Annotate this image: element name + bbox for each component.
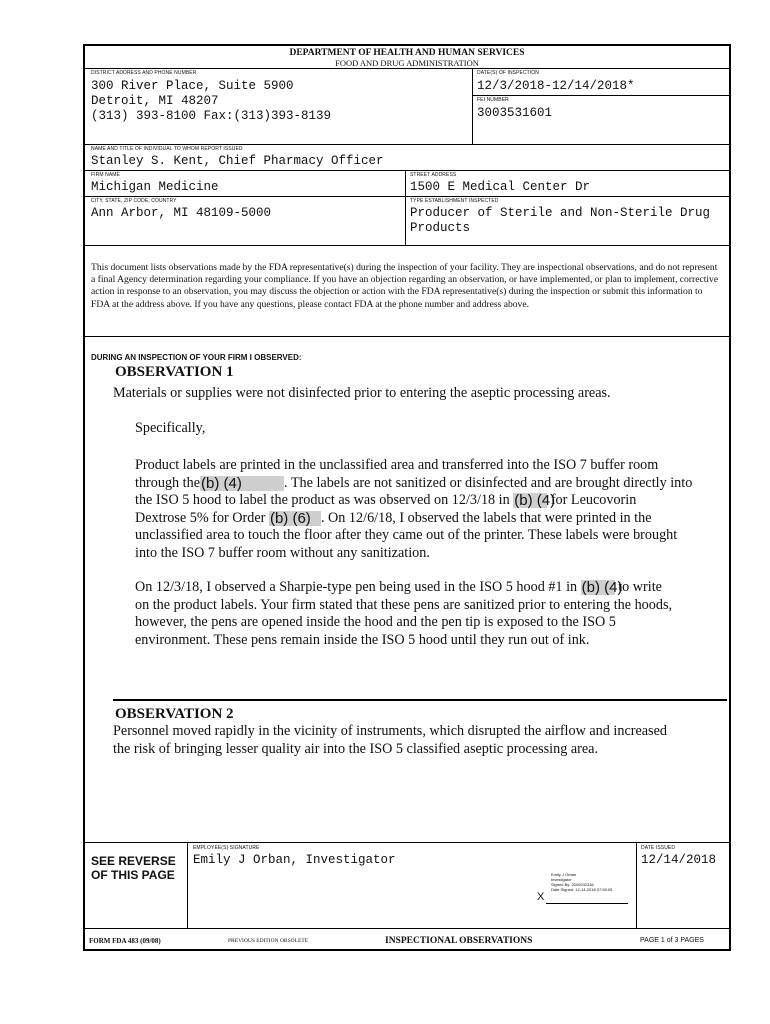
street-label: STREET ADDRESS (410, 172, 457, 178)
fda-483-form (83, 44, 731, 951)
signature-label: EMPLOYEE(S) SIGNATURE (193, 845, 260, 851)
city-label: CITY, STATE, ZIP CODE, COUNTRY (91, 198, 177, 204)
text-line: environment. These pens remain inside the ISO 5 hood until they run out of ink. (135, 631, 590, 648)
street-value: 1500 E Medical Center Dr (410, 180, 591, 194)
inspection-dates-label: DATE(S) OF INSPECTION (477, 70, 540, 76)
fei-label: FEI NUMBER (477, 97, 509, 103)
redaction-b4: (b) (4) (200, 476, 284, 491)
signature-x: X (537, 891, 545, 903)
divider (85, 68, 729, 69)
electronic-signature (537, 872, 629, 906)
divider (636, 842, 637, 928)
divider (187, 842, 188, 928)
divider (85, 196, 729, 197)
observed-heading: DURING AN INSPECTION OF YOUR FIRM I OBSERVED: (91, 353, 302, 362)
text-line: into the ISO 7 buffer room without any sanitization. (135, 544, 430, 561)
divider (85, 842, 729, 843)
date-issued-value: 12/14/2018 (641, 853, 717, 867)
see-reverse-notice (91, 854, 176, 882)
recipient-value: Stanley S. Kent, Chief Pharmacy Officer (91, 154, 384, 168)
district-line3: (313) 393-8100 Fax:(313)393-8139 (91, 109, 332, 123)
form-number: FORM FDA 483 (09/08) (89, 937, 161, 945)
divider (472, 95, 731, 96)
text-line: on the product labels. Your firm stated that these pens are sanitized prior to entering the hoods, (135, 596, 673, 613)
observation-1-summary: Materials or supplies were not disinfected prior to entering the aseptic processing areas. (113, 385, 611, 401)
divider (472, 68, 473, 144)
observation-2-title: OBSERVATION 2 (115, 706, 234, 722)
text-line: unclassified area to touch the floor after they came out of the printer. These labels were brought (135, 527, 678, 543)
notice-paragraph: This document lists observations made by the FDA representative(s) during the inspection of your facility. They are inspectional observations, and do not represent a final Agency determination regarding your compliance. If you have an objection regarding an observation, or have implemented, or plan to implement, corrective action in response to an observation, you may discuss the objection or action with the FDA representative(s) during the inspection or submit this information to FDA at the address above. If you have any questions, please contact FDA at the phone number and address above. (91, 262, 719, 310)
redaction-b6: (b) (6) (269, 511, 321, 526)
observation-1-text-2 (135, 579, 672, 649)
previous-edition-obsolete: PREVIOUS EDITION OBSOLETE (228, 938, 309, 944)
signature-line (546, 903, 628, 904)
text-line: the risk of bringing lesser quality air into the ISO 5 classified aseptic processing area. (113, 740, 599, 757)
signature-details: Emily J Orban Investigator Signed By: 2000532336 Date Signed: 12-14-2018 07:55:05 (551, 872, 613, 892)
text-line: SEE REVERSE (91, 854, 176, 868)
establishment-line1: Producer of Sterile and Non-Sterile Drug (410, 206, 711, 220)
text-line: Product labels are printed in the unclassified area and transferred into the ISO 7 buffer room (135, 457, 659, 473)
city-value: Ann Arbor, MI 48109-5000 (91, 206, 272, 220)
signature-value: Emily J Orban, Investigator (193, 853, 396, 867)
establishment-line2: Products (410, 221, 471, 235)
text-line: OF THIS PAGE (91, 868, 175, 882)
form-title: INSPECTIONAL OBSERVATIONS (385, 936, 533, 946)
page-number: PAGE 1 of 3 PAGES (640, 937, 704, 944)
establishment-label: TYPE ESTABLISHMENT INSPECTED (410, 198, 499, 204)
observation-1-text (135, 457, 692, 562)
divider (85, 336, 729, 337)
text-line: Personnel moved rapidly in the vicinity of instruments, which disrupted the airflow and increased (113, 723, 667, 739)
district-line2: Detroit, MI 48207 (91, 94, 219, 108)
recipient-label: NAME AND TITLE OF INDIVIDUAL TO WHOM REPORT ISSUED (91, 146, 243, 152)
text-line: however, the pens are opened inside the hood and the pen tip is exposed to the ISO 5 (135, 614, 616, 630)
observation-divider (113, 699, 727, 701)
divider (405, 170, 406, 245)
text-line: Dextrose 5% for Order (b) (6) . On 12/6/18, I observed the labels that were printed in the (135, 509, 652, 527)
redaction-b4: (b) (4) (514, 492, 556, 509)
fei-value: 3003531601 (477, 106, 553, 120)
date-issued-label: DATE ISSUED (641, 845, 676, 851)
firm-label: FIRM NAME (91, 172, 120, 178)
district-line1: 300 River Place, Suite 5900 (91, 79, 294, 93)
text-line: On 12/3/18, I observed a Sharpie-type pen being used in the ISO 5 hood #1 in (b) (4) to write (135, 579, 662, 596)
observation-1-title: OBSERVATION 1 (115, 364, 234, 380)
redaction-b4: (b) (4) (581, 579, 623, 596)
text-line: through the(b) (4) . The labels are not sanitized or disinfected and are brought directly into (135, 474, 693, 492)
observation-2-text (113, 723, 667, 758)
divider (85, 170, 729, 171)
divider (85, 144, 729, 145)
agency-heading: FOOD AND DRUG ADMINISTRATION (335, 58, 479, 68)
inspection-dates-value: 12/3/2018-12/14/2018* (477, 79, 635, 93)
divider (85, 245, 729, 246)
department-heading: DEPARTMENT OF HEALTH AND HUMAN SERVICES (289, 48, 525, 58)
specifically-label: Specifically, (135, 420, 206, 436)
divider (85, 928, 729, 929)
text-line: the ISO 5 hood to label the product as was observed on 12/3/18 in (b) (4) for Leucovorin (135, 492, 637, 509)
district-label: DISTRICT ADDRESS AND PHONE NUMBER (91, 70, 197, 76)
firm-value: Michigan Medicine (91, 180, 219, 194)
